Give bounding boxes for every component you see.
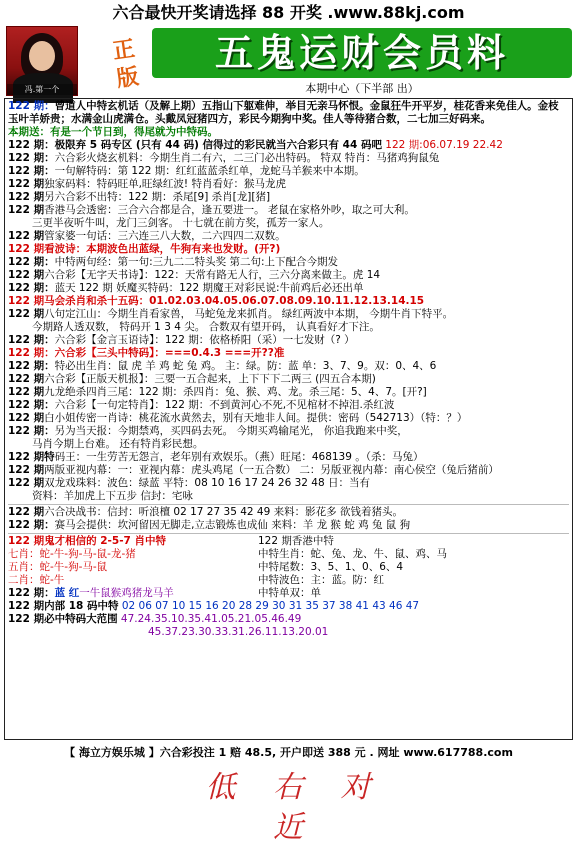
divider (8, 504, 569, 505)
stamp-watermark: 低 右 对 近 (205, 770, 385, 845)
row-9: 122 期看波诗：本期波色出蓝绿，牛狗有来也发财。(开?) (8, 243, 281, 255)
right-tails: 中特尾数：3、5、1、0、6、4 (258, 561, 404, 573)
page-subtitle: 本期中心（下半部 出） (305, 82, 419, 95)
two-column-block (8, 535, 569, 600)
row-13: 122 期马会杀肖和杀十五码：01.02.03.04.05.06.07.08.09.10.11.12.13.14.15 (8, 295, 425, 307)
row-7: 122 期香港马会透密：三合六合都是合，逢五要进一。 老鼠在家格外吵，取之可大利。 (8, 204, 415, 216)
left-five: 五肖：蛇-牛-狗-马-鼠 (8, 561, 108, 573)
content-panel (4, 98, 573, 740)
photo-face (29, 41, 55, 71)
row-24: 122 期两版亚视内幕：一：亚视内幕：虎头鸡尾（一五合数） 二：另版亚视内幕：南心侯空（兔后猪前） (8, 464, 499, 476)
row-14: 122 期八句定江山：今期生肖看家兽， 马蛇兔龙来抓肖。 绿红两波中本期， 今期牛肖下特平。 (8, 308, 454, 320)
seal-logo: 正版 (111, 35, 141, 93)
header (6, 24, 574, 98)
row-4: 122 期：一句解特码：第 122 期：红红蓝蓝杀红单，龙蛇马羊猴来中本期。 (8, 165, 365, 177)
row-18: 122 期六合彩【正版天机报】：三要一五合起来，上下下下二两三 (四五合本期) (8, 373, 376, 385)
must-row-cont: 45.37.23.30.33.31.26.11.13.20.01 (148, 626, 329, 638)
row-1: 本期送：有是一个节日到，得尾就为中特码。 (8, 126, 218, 138)
row-block-a1: 122 期六合决战书：信封：听浪檀 02 17 27 35 42 49 来料：影花多 欲钱着猪头。 (8, 506, 403, 518)
right-column (258, 535, 568, 600)
row-0: 122 期：曾道人中特玄机话（及解上期）五指山下躯难伸，举目无亲马怀恨。金鼠狂牛开平岁，桂花香来免佳人。金枝玉叶羊娇贵；水满金山虎满仓。头戴凤冠猪四方，彩民今期狗中奖。佳人等待猪合数，二七加三好码来。 (8, 100, 559, 125)
footer-ad: 【 海立方娱乐城 】六合彩投注 1 赔 48.5, 开户即送 388 元 . 网址 www.617788.com (64, 746, 513, 759)
left-heading: 122 期鬼才相信的 2-5-7 肖中特 (8, 535, 167, 547)
photo-caption: 冯.第一个 (7, 84, 77, 95)
divider (8, 533, 569, 534)
row-2: 122 期：极限弃 5 码专区 (只有 44 码) 信得过的彩民就当六合彩只有 44 码吧 122 期:06.07.19 22.42 (8, 139, 503, 151)
top-banner: 六合最快开奖请选择 88 开奖 .www.88kj.com (112, 3, 465, 22)
row-22: 122 期：另为当天报：今期禁鸡，买四码去死。 今期买鸡输尾光， 你追我跑来中奖， (8, 425, 408, 437)
inner18-row: 122 期内部 18 码中特 02 06 07 10 15 16 20 28 29 30 31 35 37 38 41 43 46 47 (8, 600, 420, 612)
row-3: 122 期：六合彩火烧玄机料：今期生肖二有六，二三门必出特码。 特双 特肖：马猪鸡狗鼠兔 (8, 152, 440, 164)
left-one: 122 期：蓝 红一牛鼠猴鸡猪龙马羊 (8, 587, 174, 599)
avatar-photo (6, 26, 78, 96)
row-6: 122 期另六合彩不出特：122 期：杀尾[9] 杀肖[龙][猪] (8, 191, 271, 203)
left-seven: 七肖：蛇-牛-狗-马-鼠-龙-猪 (8, 548, 136, 560)
right-odd: 中特单双：单 (258, 587, 321, 599)
right-animals: 中特生肖：蛇、兔、龙、牛、鼠、鸡、马 (258, 548, 447, 560)
left-two: 二肖：蛇-牛 (8, 574, 65, 586)
row-11: 122 期六合彩【无字天书诗】：122：天常有路无人行，三六分离来做主。虎 14 (8, 269, 381, 281)
row-14-cont: 今期路人透双数， 特码开 1 3 4 尖。 合数双有望开码， 认真看好才下注。 (32, 321, 380, 333)
page-title: 五鬼运财会员料 (152, 28, 572, 78)
row-19: 122 期九龙绝杀四肖三尾：122 期：杀四肖：兔、猴、鸡、龙。杀三尾：5、4、7。[开?] (8, 386, 427, 398)
must-row: 122 期必中特码大范围 47.24.35.10.35.41.05.21.05.46.49 (8, 613, 302, 625)
row-25-cont: 资料：羊加虎上下五步 信封：宅咏 (32, 490, 193, 502)
row-15: 122 期：六合彩【金言玉语诗】：122 期：依格桥阳（采）一七发财（? ） (8, 334, 355, 346)
right-wave: 中特波色：主：蓝。防：红 (258, 574, 384, 586)
left-column (8, 535, 258, 600)
row-23: 122 期特码王：一生劳苦无怨言，老年别有欢娱乐。（燕）旺尾：468139 。（杀：马兔） (8, 451, 424, 463)
row-10: 122 期：中特两句经：第一句:三九二二特头奖 第二句:上下配合今期发 (8, 256, 338, 268)
row-21: 122 期白小姐传密一肖诗：桃花流水黄然去，别有天地非人间。提供：密码（542713）（特：？） (8, 412, 468, 424)
row-7-cont: 三更半夜听牛叫，龙门三剑客。 十七就在前方奖，孤芳一家人。 (32, 217, 330, 229)
row-12: 122 期：蓝天 122 期 妖魔买特码：122 期魔王对彩民说:牛前鸡后必还出单 (8, 282, 364, 294)
row-20: 122 期：六合彩【一句定特肖】：122 期：不到黄河心不死,不见棺材不掉泪.杀红波 (8, 399, 395, 411)
row-22-cont: 马肖今期上台难。 还有特肖彩民想。 (32, 438, 204, 450)
row-17: 122 期：特必出生肖：鼠 虎 羊 鸡 蛇 兔 鸡。 主：绿。防：蓝 单：3、7、9。双：0、4、6 (8, 360, 437, 372)
row-8: 122 期管家婆一句话：三六连三八大数，二六四四二双数。 (8, 230, 286, 242)
row-5: 122 期独家码料：特码旺单,旺绿红波! 特肖看好：猴马龙虎 (8, 178, 286, 190)
row-25: 122 期双龙戏珠料：波色：绿蓝 平特：08 10 16 17 24 26 32 48 日：当有 (8, 477, 371, 489)
right-heading: 122 期香港中特 (258, 535, 334, 547)
row-block-a2: 122 期：赛马会提供：坎河留因无脚走,立志锻炼也成仙 来料：羊 龙 猴 蛇 鸡 兔 鼠 狗 (8, 519, 411, 531)
row-16: 122 期：六合彩【三头中特码】：===0.4.3 ===开??准 (8, 347, 285, 359)
